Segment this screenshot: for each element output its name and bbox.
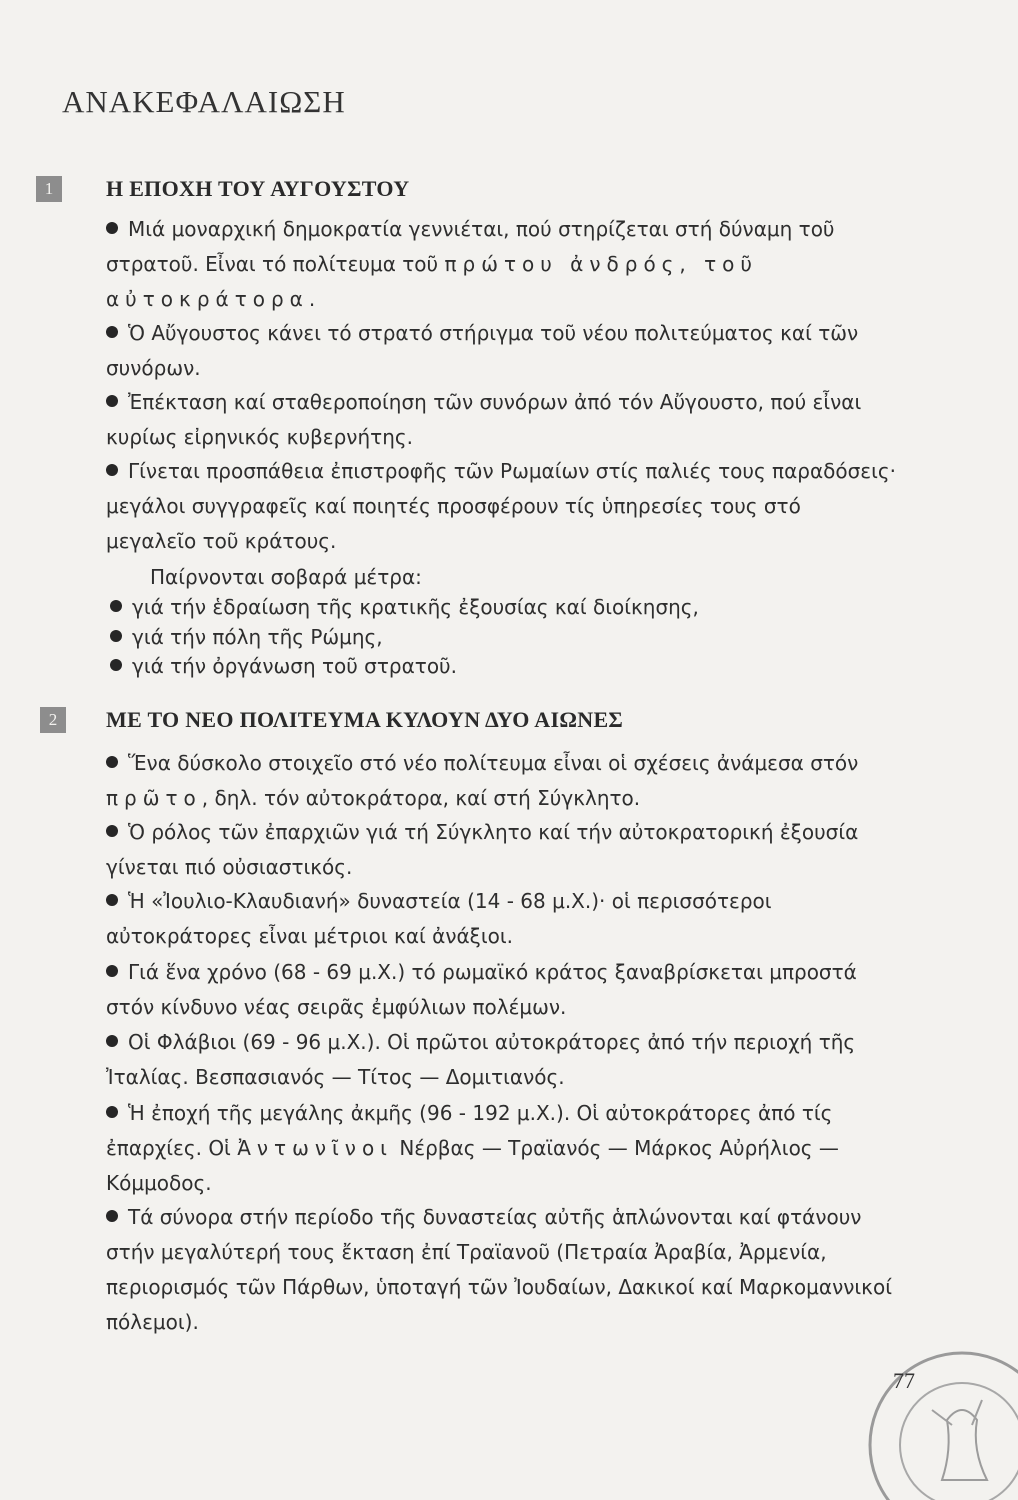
page-number: 77 bbox=[893, 1368, 915, 1393]
measure-item: γιά τήν ὀργάνωση τοῦ στρατοῦ. bbox=[110, 651, 457, 681]
measures-intro: Παίρνονται σοβαρά μέτρα: bbox=[150, 565, 422, 589]
section-2-paragraph-5: Οἱ Φλάβιοι (69 - 96 μ.Χ.). Οἱ πρῶτοι αὐτοκράτορες ἀπό τήν περιοχή τῆς Ἰταλίας. Βεσπασιανός — Τίτος — Δομιτιανός. bbox=[106, 1030, 856, 1089]
bullet-dot-icon bbox=[110, 600, 122, 612]
bullet-dot-icon bbox=[106, 965, 118, 977]
section-2-paragraph-1: Ἕνα δύσκολο στοιχεῖο στό νέο πολίτευμα εἶναι οἱ σχέσεις ἀνάμεσα στόν πρῶτο, δηλ. τόν αὐτοκράτορα, καί στή Σύγκλητο. bbox=[106, 751, 859, 810]
bullet-dot-icon bbox=[106, 222, 118, 234]
section-2-paragraph-3: Ἡ «Ἰουλιο-Κλαυδιανή» δυναστεία (14 - 68 μ.Χ.)· οἱ περισσότεροι αὐτοκράτορες εἶναι μέτριοι καί ἀνάξιοι. bbox=[106, 889, 772, 948]
section-1-number: 1 bbox=[36, 176, 62, 202]
measure-item: γιά τήν πόλη τῆς Ρώμης, bbox=[110, 622, 383, 652]
section-2-paragraph-6: Ἡ ἐποχή τῆς μεγάλης ἀκμῆς (96 - 192 μ.Χ.). Οἱ αὐτοκράτορες ἀπό τίς ἐπαρχίες. Οἱ Ἀντωνῖνοι Νέρβας — Τραϊανός — Μάρκος Αὐρήλιος — Κόμμοδος. bbox=[106, 1101, 839, 1195]
section-1-paragraph-4: Γίνεται προσπάθεια ἐπιστροφῆς τῶν Ρωμαίων στίς παλιές τους παραδόσεις· μεγάλοι συγγραφεῖς καί ποιητές προσφέρουν τίς ὑπηρεσίες τους στό μεγαλεῖο τοῦ κράτους. bbox=[106, 459, 896, 553]
page-title: ΑΝΑΚΕΦΑΛΑΙΩΣΗ bbox=[62, 84, 346, 119]
bullet-dot-icon bbox=[106, 1210, 118, 1222]
section-2-paragraph-2: Ὁ ρόλος τῶν ἐπαρχιῶν γιά τή Σύγκλητο καί τήν αὐτοκρατορική ἐξουσία γίνεται πιό οὐσιαστικός. bbox=[106, 820, 859, 879]
bullet-dot-icon bbox=[106, 326, 118, 338]
bullet-dot-icon bbox=[106, 1106, 118, 1118]
section-1-paragraph-3: Ἐπέκταση καί σταθεροποίηση τῶν συνόρων ἀπό τόν Αὔγουστο, πού εἶναι κυρίως εἰρηνικός κυβερνήτης. bbox=[106, 390, 862, 449]
bullet-dot-icon bbox=[106, 894, 118, 906]
bullet-dot-icon bbox=[106, 395, 118, 407]
bullet-dot-icon bbox=[110, 630, 122, 642]
section-2-paragraph-4: Γιά ἕνα χρόνο (68 - 69 μ.Χ.) τό ρωμαϊκό κράτος ξαναβρίσκεται μπροστά στόν κίνδυνο νέας σειρᾶς ἐμφύλιων πολέμων. bbox=[106, 960, 857, 1019]
section-2-paragraph-7: Τά σύνορα στήν περίοδο τῆς δυναστείας αὐτῆς ἁπλώνονται καί φτάνουν στήν μεγαλύτερή τους ἔκταση ἐπί Τραϊανοῦ (Πετραία Ἀραβία, Ἀρμενία, περιορισμός τῶν Πάρθων, ὑποταγή τῶν Ἰουδαίων, Δακικοί καί Μαρκομαννικοί πόλεμοι). bbox=[106, 1205, 892, 1334]
bullet-dot-icon bbox=[110, 659, 122, 671]
measure-item: γιά τήν ἑδραίωση τῆς κρατικῆς ἐξουσίας καί διοίκησης, bbox=[110, 592, 699, 622]
section-2-number: 2 bbox=[40, 707, 66, 733]
section-1-paragraph-1: Μιά μοναρχική δημοκρατία γεννιέται, πού στηρίζεται στή δύναμη τοῦ στρατοῦ. Εἶναι τό πολίτευμα τοῦ πρώτου ἀνδρός, τοῦ αὐτοκράτορα. bbox=[106, 217, 835, 311]
library-stamp-icon bbox=[862, 1340, 1018, 1500]
bullet-dot-icon bbox=[106, 756, 118, 768]
bullet-dot-icon bbox=[106, 1035, 118, 1047]
section-2-heading: ΜΕ ΤΟ ΝΕΟ ΠΟΛΙΤΕΥΜΑ ΚΥΛΟΥΝ ΔΥΟ ΑΙΩΝΕΣ bbox=[106, 707, 624, 732]
bullet-dot-icon bbox=[106, 464, 118, 476]
section-1-paragraph-2: Ὁ Αὔγουστος κάνει τό στρατό στήριγμα τοῦ νέου πολιτεύματος καί τῶν συνόρων. bbox=[106, 321, 859, 380]
section-1-heading: Η ΕΠΟΧΗ ΤΟΥ ΑΥΓΟΥΣΤΟΥ bbox=[106, 176, 410, 201]
bullet-dot-icon bbox=[106, 825, 118, 837]
